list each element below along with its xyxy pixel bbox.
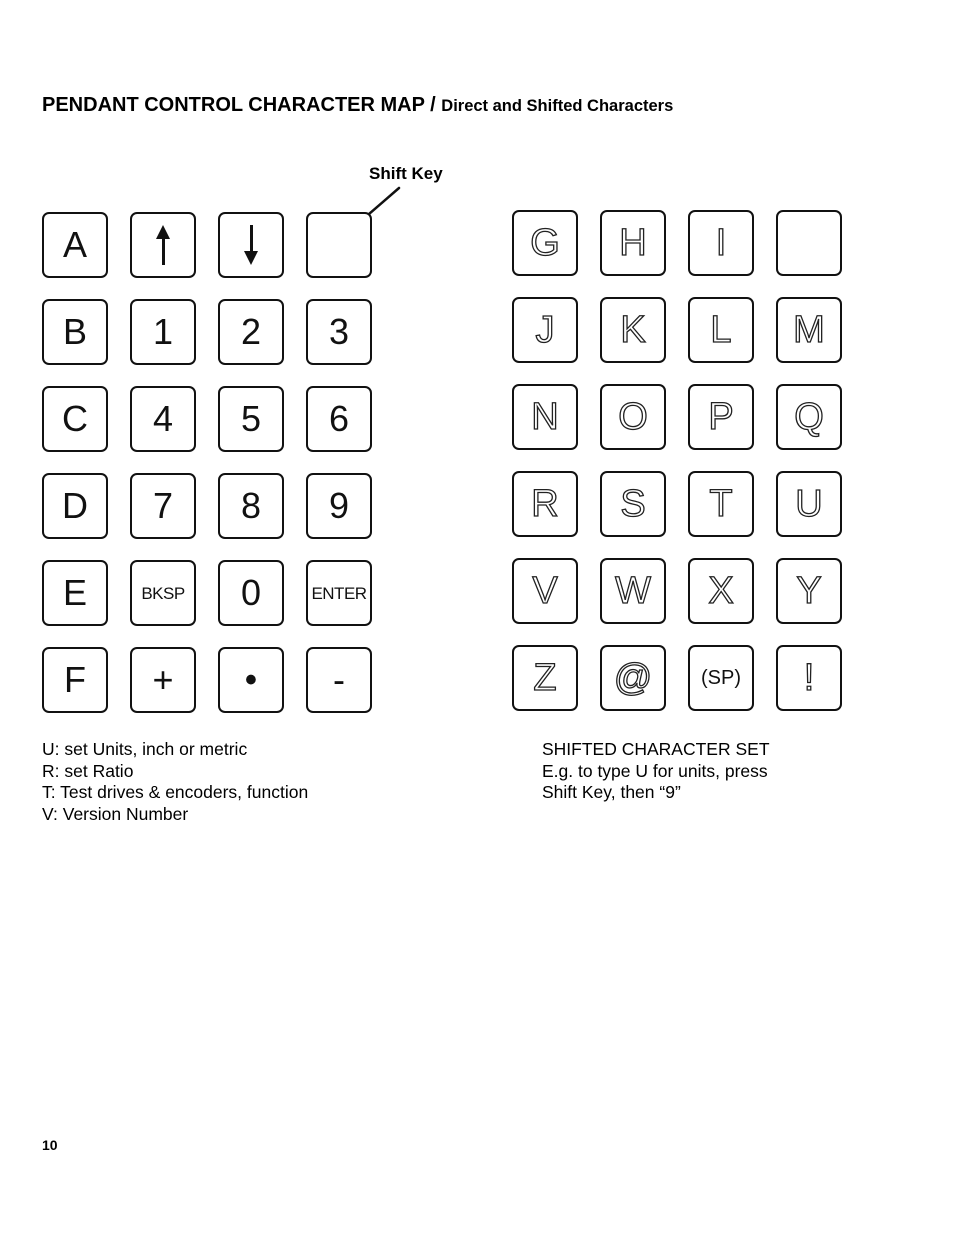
key-3[interactable]: 3 [306,299,372,365]
shifted-key-i[interactable]: I [688,210,754,276]
shifted-key-r[interactable]: R [512,471,578,537]
arrow-up-icon [156,225,170,265]
shifted-key-w[interactable]: W [600,558,666,624]
page-title [42,94,673,117]
shifted-key-exclamation[interactable]: ! [776,645,842,711]
shifted-key-l[interactable]: L [688,297,754,363]
key-b[interactable]: B [42,299,108,365]
shifted-key-q[interactable]: Q [776,384,842,450]
key-d[interactable]: D [42,473,108,539]
note-line: Shift Key, then “9” [542,782,681,802]
key-1[interactable]: 1 [130,299,196,365]
note-line: E.g. to type U for units, press [542,760,768,781]
page-title-sub: Direct and Shifted Characters [441,97,674,115]
shifted-key-h[interactable]: H [600,210,666,276]
shifted-key-p[interactable]: P [688,384,754,450]
shifted-key-m[interactable]: M [776,297,842,363]
key-decimal-point[interactable]: • [218,647,284,713]
shifted-key-x[interactable]: X [688,558,754,624]
note-line: R: set Ratio [42,760,134,781]
key-f[interactable]: F [42,647,108,713]
shift-key[interactable] [306,212,372,278]
key-plus[interactable]: + [130,647,196,713]
shifted-key-k[interactable]: K [600,297,666,363]
shifted-key-y[interactable]: Y [776,558,842,624]
shifted-key-n[interactable]: N [512,384,578,450]
key-9[interactable]: 9 [306,473,372,539]
note-line: T: Test drives & encoders, function [42,782,309,802]
direct-keypad [42,212,372,713]
shifted-key-u[interactable]: U [776,471,842,537]
key-6[interactable]: 6 [306,386,372,452]
arrow-down-icon [244,225,258,265]
key-0[interactable]: 0 [218,560,284,626]
shifted-key-g[interactable]: G [512,210,578,276]
shifted-key-v[interactable]: V [512,558,578,624]
shift-key-label: Shift Key [369,164,443,183]
shifted-key-at[interactable]: @ [600,645,666,711]
shifted-key-j[interactable]: J [512,297,578,363]
shifted-key-z[interactable]: Z [512,645,578,711]
key-8[interactable]: 8 [218,473,284,539]
shifted-key-space[interactable]: (SP) [688,645,754,711]
page-title-main: PENDANT CONTROL CHARACTER MAP / [42,94,436,116]
key-enter[interactable]: ENTER [306,560,372,626]
direct-key-notes [42,739,308,825]
shifted-keypad [512,210,842,711]
shifted-key-o[interactable]: O [600,384,666,450]
shifted-key-blank[interactable] [776,210,842,276]
note-line: U: set Units, inch or metric [42,739,248,759]
key-c[interactable]: C [42,386,108,452]
page-number: 10 [42,1137,58,1153]
key-5[interactable]: 5 [218,386,284,452]
shifted-set-notes [542,739,770,804]
key-7[interactable]: 7 [130,473,196,539]
note-line: SHIFTED CHARACTER SET [542,739,770,759]
note-line: V: Version Number [42,803,189,824]
key-down-arrow[interactable] [218,212,284,278]
key-e[interactable]: E [42,560,108,626]
shifted-key-t[interactable]: T [688,471,754,537]
key-up-arrow[interactable] [130,212,196,278]
key-2[interactable]: 2 [218,299,284,365]
shifted-key-s[interactable]: S [600,471,666,537]
key-minus[interactable]: - [306,647,372,713]
key-4[interactable]: 4 [130,386,196,452]
key-a[interactable]: A [42,212,108,278]
key-bksp[interactable]: BKSP [130,560,196,626]
